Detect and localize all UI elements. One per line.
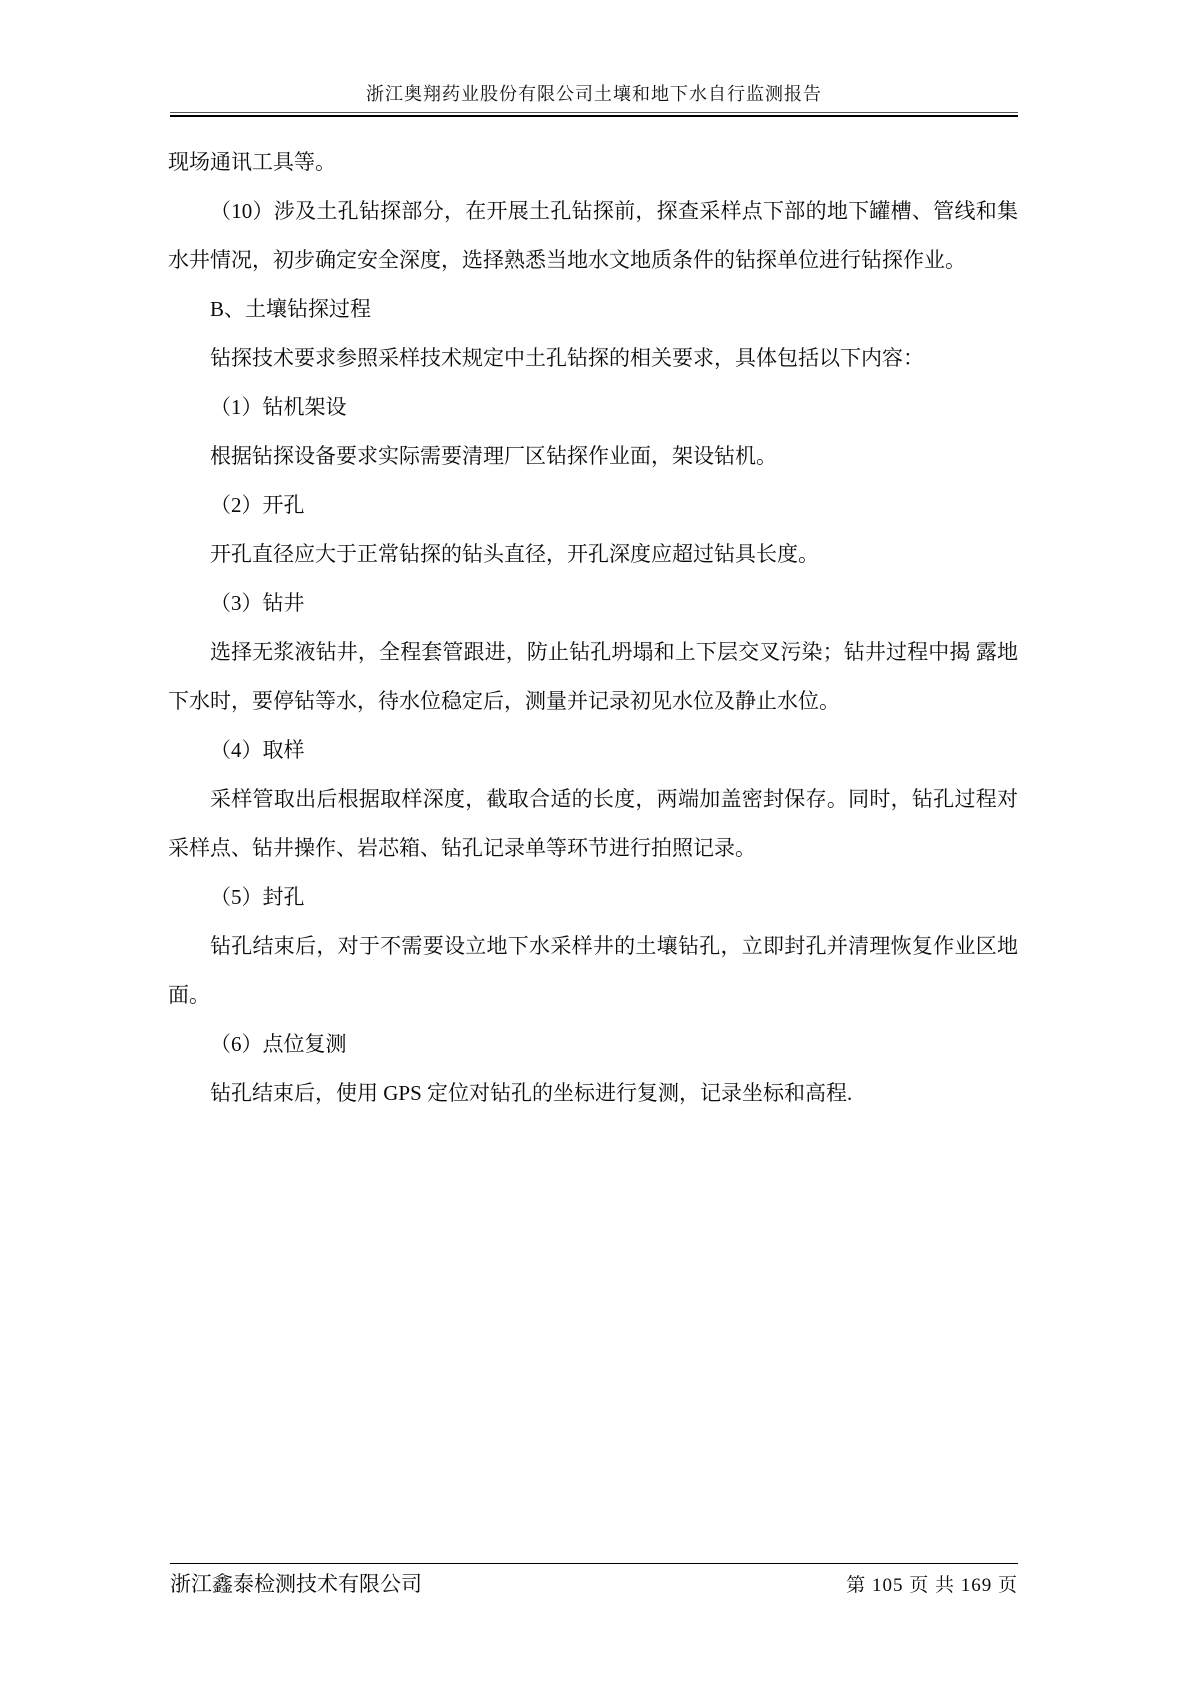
- header-rule: [170, 112, 1018, 117]
- subheading-2: （2）开孔: [210, 493, 305, 517]
- section-heading-b: B、土壤钻探过程: [210, 297, 372, 321]
- page-footer: [170, 1568, 1018, 1598]
- paragraph-step-3: 选择无浆液钻井，全程套管跟进，防止钻孔坍塌和上下层交叉污染；钻井过程中揭 露地下水时，要停钻等水，待水位稳定后，测量并记录初见水位及静止水位。: [168, 640, 1018, 713]
- paragraph-step-5: 钻孔结束后，对于不需要设立地下水采样井的土壤钻孔，立即封孔并清理恢复作业区地面。: [168, 934, 1018, 1007]
- subheading-5: （5）封孔: [210, 885, 305, 909]
- paragraph-step-2: 开孔直径应大于正常钻探的钻头直径，开孔深度应超过钻具长度。: [210, 542, 819, 566]
- subheading-3: （3）钻井: [210, 591, 305, 615]
- footer-rule: [170, 1563, 1018, 1564]
- paragraph-step-4: 采样管取出后根据取样深度，截取合适的长度，两端加盖密封保存。同时，钻孔过程对采样点、钻井操作、岩芯箱、钻孔记录单等环节进行拍照记录。: [168, 787, 1018, 860]
- paragraph-item-10: （10）涉及土孔钻探部分，在开展土孔钻探前，探查采样点下部的地下罐槽、管线和集水井情况，初步确定安全深度，选择熟悉当地水文地质条件的钻探单位进行钻探作业。: [168, 199, 1018, 272]
- paragraph-intro: 钻探技术要求参照采样技术规定中土孔钻探的相关要求，具体包括以下内容：: [210, 346, 924, 370]
- subheading-4: （4）取样: [210, 738, 305, 762]
- document-body: [168, 138, 1018, 1118]
- paragraph-continuation: 现场通讯工具等。: [168, 150, 336, 174]
- subheading-1: （1）钻机架设: [210, 395, 347, 419]
- paragraph-step-1: 根据钻探设备要求实际需要清理厂区钻探作业面，架设钻机。: [210, 444, 777, 468]
- page-header-title: 浙江奥翔药业股份有限公司土壤和地下水自行监测报告: [366, 84, 822, 104]
- paragraph-step-6: 钻孔结束后，使用 GPS 定位对钻孔的坐标进行复测，记录坐标和高程.: [210, 1081, 853, 1105]
- footer-page-number: 第 105 页 共 169 页: [846, 1575, 1018, 1596]
- subheading-6: （6）点位复测: [210, 1032, 347, 1056]
- footer-company-name: 浙江鑫泰检测技术有限公司: [170, 1572, 422, 1596]
